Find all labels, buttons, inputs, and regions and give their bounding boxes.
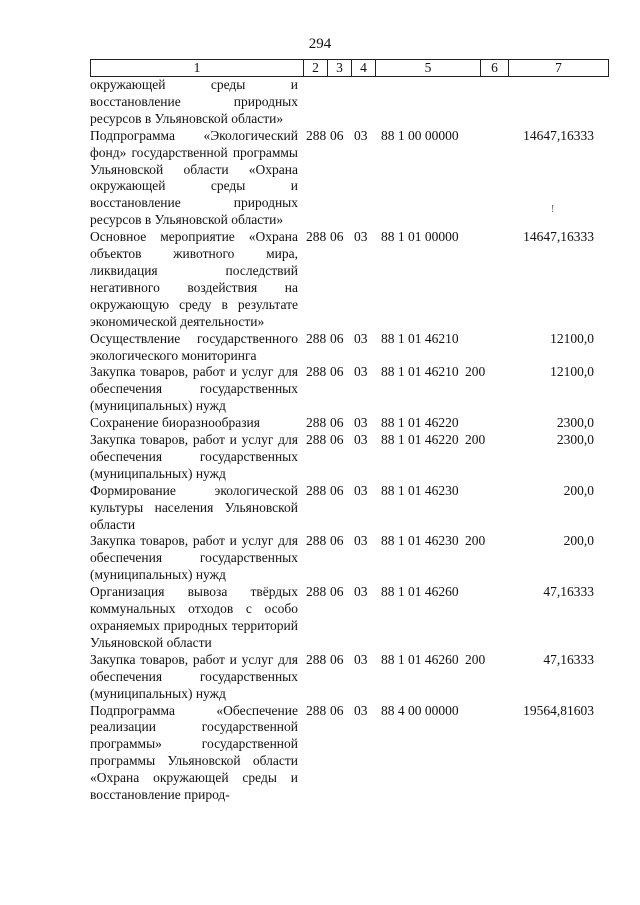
row-target-article: 88 1 01 46230 bbox=[381, 482, 459, 498]
row-target-article: 88 1 01 46260 bbox=[381, 584, 459, 600]
header-col-2: 2 bbox=[304, 60, 328, 77]
row-subsection-code: 03 bbox=[354, 651, 368, 667]
row-ministry-code: 288 bbox=[306, 229, 327, 245]
row-target-article: 88 1 01 46230 bbox=[381, 533, 459, 549]
row-subsection-code: 03 bbox=[354, 702, 368, 718]
row-name: Подпрограмма «Обеспечение реализации государственной программы» государственной программы Ульяновской области «Охрана окружающей среды и восстановление природ- bbox=[90, 702, 298, 803]
row-target-article: 88 4 00 00000 bbox=[381, 702, 459, 718]
row-name: Организация вывоза твёрдых коммунальных отходов с особо охраняемых природных территорий Ульяновской области bbox=[90, 584, 298, 650]
row-amount: 12100,0 bbox=[550, 364, 594, 380]
row-name: Основное мероприятие «Охрана объектов животного мира, ликвидация последствий негативного воздействия на окружающую среду в результате экономической деятельности» bbox=[90, 229, 298, 329]
row-target-article: 88 1 00 00000 bbox=[381, 127, 459, 143]
table-row bbox=[90, 77, 610, 128]
table-body bbox=[90, 77, 610, 804]
row-subsection-code: 03 bbox=[354, 330, 368, 346]
row-expense-type: 200 bbox=[465, 364, 486, 380]
row-ministry-code: 288 bbox=[306, 702, 327, 718]
row-ministry-code: 288 bbox=[306, 364, 327, 380]
table-row bbox=[90, 584, 610, 652]
row-section-code: 06 bbox=[330, 127, 344, 143]
row-subsection-code: 03 bbox=[354, 432, 368, 448]
row-subsection-code: 03 bbox=[354, 482, 368, 498]
row-target-article: 88 1 01 46210 bbox=[381, 330, 459, 346]
table-row bbox=[90, 483, 610, 534]
row-amount: 14647,16333 bbox=[523, 127, 594, 143]
header-col-5: 5 bbox=[376, 60, 481, 77]
table-row bbox=[90, 229, 610, 330]
row-target-article: 88 1 01 46210 bbox=[381, 364, 459, 380]
row-amount: 2300,0 bbox=[556, 415, 594, 431]
row-section-code: 06 bbox=[330, 702, 344, 718]
row-name: Закупка товаров, работ и услуг для обеспечения государственных (муниципальных) нужд bbox=[90, 432, 298, 481]
row-ministry-code: 288 bbox=[306, 330, 327, 346]
row-section-code: 06 bbox=[330, 584, 344, 600]
row-name: Закупка товаров, работ и услуг для обеспечения государственных (муниципальных) нужд bbox=[90, 364, 298, 414]
row-subsection-code: 03 bbox=[354, 533, 368, 549]
row-ministry-code: 288 bbox=[306, 584, 327, 600]
row-name: Сохранение биоразнообразия bbox=[90, 415, 260, 431]
row-ministry-code: 288 bbox=[306, 127, 327, 143]
table-row bbox=[90, 415, 610, 432]
row-ministry-code: 288 bbox=[306, 651, 327, 667]
header-col-4: 4 bbox=[352, 60, 376, 77]
header-col-6: 6 bbox=[481, 60, 509, 77]
row-amount: 2300,0 bbox=[556, 432, 594, 448]
header-row bbox=[91, 60, 609, 77]
row-ministry-code: 288 bbox=[306, 432, 327, 448]
row-amount: 47,16333 bbox=[543, 584, 594, 600]
header-col-3: 3 bbox=[328, 60, 352, 77]
row-amount: 200,0 bbox=[563, 533, 594, 549]
row-name: Закупка товаров, работ и услуг для обеспечения государственных (муниципальных) нужд bbox=[90, 533, 298, 583]
row-name: окружающей среды и восстановление природных ресурсов в Ульяновской области» bbox=[90, 77, 298, 126]
scan-mark: ! bbox=[551, 204, 555, 215]
row-section-code: 06 bbox=[330, 364, 344, 380]
table-row bbox=[90, 364, 610, 415]
table-row bbox=[90, 128, 610, 229]
row-section-code: 06 bbox=[330, 482, 344, 498]
row-amount: 19564,81603 bbox=[523, 702, 594, 718]
table-row bbox=[90, 652, 610, 703]
row-subsection-code: 03 bbox=[354, 229, 368, 245]
row-ministry-code: 288 bbox=[306, 482, 327, 498]
row-section-code: 06 bbox=[330, 330, 344, 346]
row-amount: 47,16333 bbox=[543, 651, 594, 667]
row-target-article: 88 1 01 00000 bbox=[381, 229, 459, 245]
table-row bbox=[90, 533, 610, 584]
page-number: 294 bbox=[308, 36, 332, 52]
row-ministry-code: 288 bbox=[306, 415, 327, 431]
table-row bbox=[90, 703, 610, 804]
header-col-1: 1 bbox=[91, 60, 304, 77]
row-subsection-code: 03 bbox=[354, 415, 368, 431]
row-name: Подпрограмма «Экологический фонд» государственной программы Ульяновской области «Охрана окружающей среды и восстановление природных ресурсов в Ульяновской области» bbox=[90, 127, 298, 228]
row-target-article: 88 1 01 46220 bbox=[381, 432, 459, 448]
header-col-7: 7 bbox=[509, 60, 609, 77]
row-section-code: 06 bbox=[330, 432, 344, 448]
row-ministry-code: 288 bbox=[306, 533, 327, 549]
row-amount: 12100,0 bbox=[550, 330, 594, 346]
row-target-article: 88 1 01 46220 bbox=[381, 415, 459, 431]
row-section-code: 06 bbox=[330, 533, 344, 549]
row-subsection-code: 03 bbox=[354, 364, 368, 380]
row-name: Закупка товаров, работ и услуг для обеспечения государственных (муниципальных) нужд bbox=[90, 651, 298, 701]
row-name: Осуществление государственного экологического мониторинга bbox=[90, 330, 298, 363]
row-expense-type: 200 bbox=[465, 432, 486, 448]
row-expense-type: 200 bbox=[465, 651, 486, 667]
row-subsection-code: 03 bbox=[354, 584, 368, 600]
row-target-article: 88 1 01 46260 bbox=[381, 651, 459, 667]
row-expense-type: 200 bbox=[465, 533, 486, 549]
row-section-code: 06 bbox=[330, 651, 344, 667]
row-amount: 14647,16333 bbox=[523, 229, 594, 245]
row-amount: 200,0 bbox=[563, 482, 594, 498]
row-subsection-code: 03 bbox=[354, 127, 368, 143]
table-row bbox=[90, 331, 610, 365]
row-section-code: 06 bbox=[330, 415, 344, 431]
table-row bbox=[90, 432, 610, 483]
row-section-code: 06 bbox=[330, 229, 344, 245]
row-name: Формирование экологической культуры населения Ульяновской области bbox=[90, 482, 298, 532]
table-header bbox=[90, 59, 609, 77]
